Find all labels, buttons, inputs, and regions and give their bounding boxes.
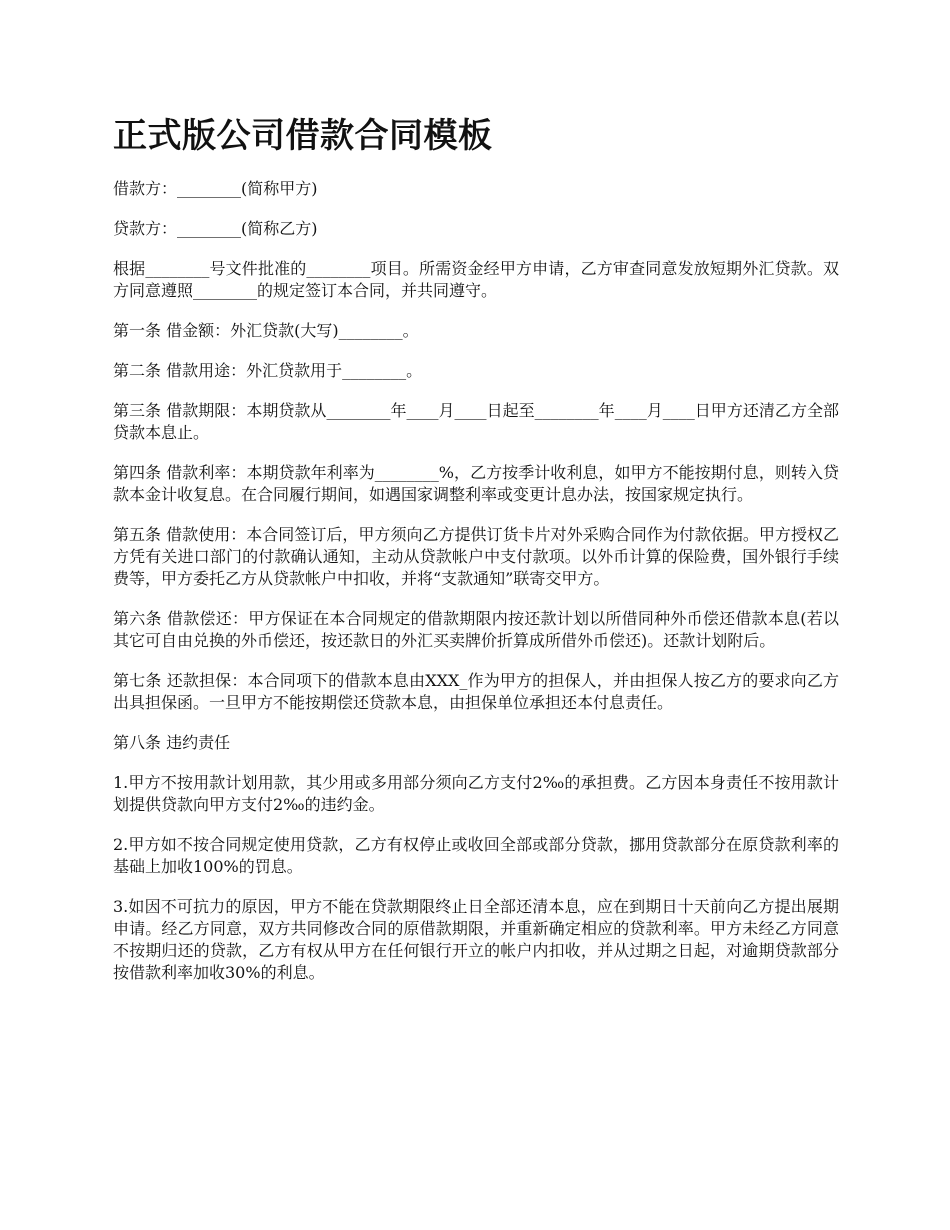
liability-clause-2: 2.甲方如不按合同规定使用贷款，乙方有权停止或收回全部或部分贷款，挪用贷款部分在原贷款利率的基础上加收100%的罚息。: [113, 835, 839, 876]
lender-line: 贷款方：________(简称乙方): [113, 219, 318, 238]
article-8-heading: 第八条 违约责任: [113, 733, 231, 752]
article-4-interest-rate: 第四条 借款利率：本期贷款年利率为________%，乙方按季计收利息，如甲方不能按期付息，则转入贷款本金计收复息。在合同履行期间，如遇国家调整利率或变更计息办法，按国家规定执行。: [113, 463, 839, 504]
document-title: 正式版公司借款合同模板: [113, 116, 493, 156]
article-1-amount: 第一条 借金额：外汇贷款(大写)________。: [113, 321, 419, 340]
article-2-purpose: 第二条 借款用途：外汇贷款用于________。: [113, 361, 423, 380]
borrower-line: 借款方：________(简称甲方): [113, 179, 318, 198]
document-page: [113, 112, 839, 1002]
article-5-usage: 第五条 借款使用：本合同签订后，甲方须向乙方提供订货卡片对外采购合同作为付款依据。甲方授权乙方凭有关进口部门的付款确认通知，主动从贷款帐户中支付款项。以外币计算的保险费，国外银行手续费等，甲方委托乙方从贷款帐户中扣收，并将“支款通知”联寄交甲方。: [113, 525, 839, 588]
article-6-repayment: 第六条 借款偿还：甲方保证在本合同规定的借款期限内按还款计划以所借同种外币偿还借款本息(若以其它可自由兑换的外币偿还，按还款日的外汇买卖牌价折算成所借外币偿还)。还款计划附后。: [113, 609, 839, 650]
preamble-paragraph: 根据________号文件批准的________项目。所需资金经甲方申请，乙方审查同意发放短期外汇贷款。双方同意遵照________的规定签订本合同，并共同遵守。: [113, 259, 839, 300]
article-3-term: 第三条 借款期限：本期贷款从________年____月____日起至________年____月____日甲方还清乙方全部贷款本息止。: [113, 401, 839, 442]
liability-clause-3: 3.如因不可抗力的原因，甲方不能在贷款期限终止日全部还清本息，应在到期日十天前向乙方提出展期申请。经乙方同意，双方共同修改合同的原借款期限，并重新确定相应的贷款利率。甲方未经乙方同意不按期归还的贷款，乙方有权从甲方在任何银行开立的帐户内扣收，并从过期之日起，对逾期贷款部分按借款利率加收30%的利息。: [113, 897, 839, 982]
article-7-guarantee: 第七条 还款担保：本合同项下的借款本息由XXX_作为甲方的担保人，并由担保人按乙方的要求向乙方出具担保函。一旦甲方不能按期偿还贷款本息，由担保单位承担还本付息责任。: [113, 671, 839, 712]
liability-clause-1: 1.甲方不按用款计划用款，其少用或多用部分须向乙方支付2‰的承担费。乙方因本身责任不按用款计划提供贷款向甲方支付2‰的违约金。: [113, 773, 839, 814]
